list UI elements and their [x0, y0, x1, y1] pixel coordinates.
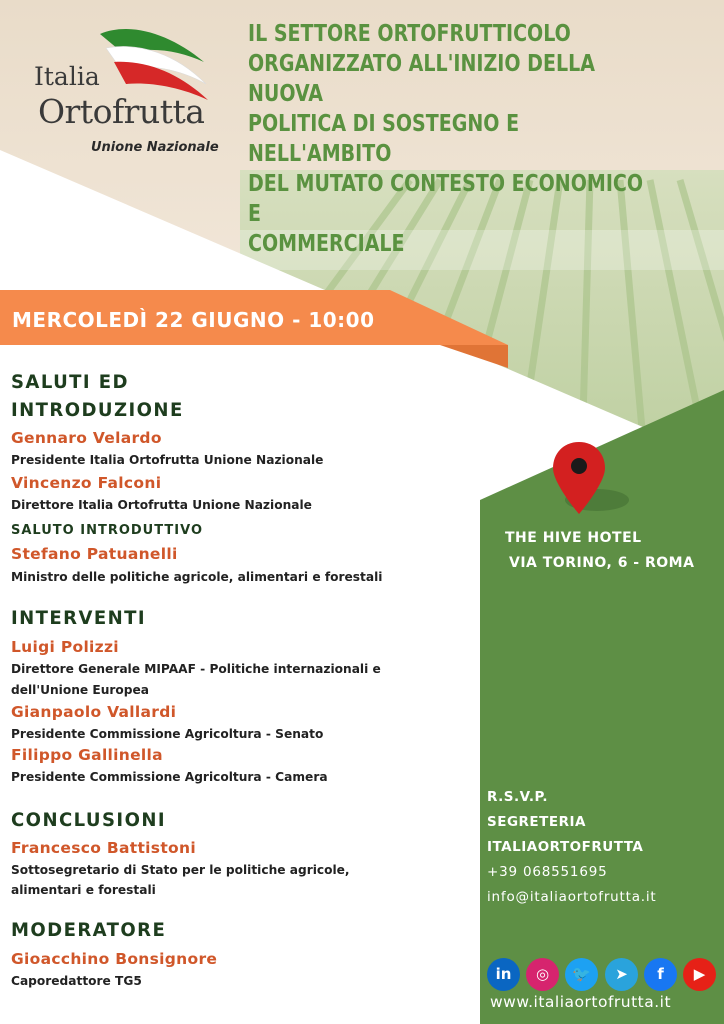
social-icons: [487, 958, 719, 992]
speaker-name-velardo: Gennaro Velardo: [11, 429, 162, 447]
heading-moderatore: MODERATORE: [11, 919, 167, 941]
speaker-role-vallardi: Presidente Commissione Agricoltura - Senato: [11, 727, 324, 741]
subheading-saluto-introduttivo: SALUTO INTRODUTTIVO: [11, 523, 203, 538]
speaker-name-polizzi: Luigi Polizzi: [11, 638, 119, 656]
secretary-line1: SEGRETERIA: [487, 814, 586, 830]
twitter-icon[interactable]: 🐦: [565, 958, 598, 991]
speaker-name-falconi: Vincenzo Falconi: [11, 474, 162, 492]
contact-phone[interactable]: +39 068551695: [487, 864, 608, 880]
facebook-icon[interactable]: f: [644, 958, 677, 991]
speaker-name-gallinella: Filippo Gallinella: [11, 746, 163, 764]
logo-word-italia: Italia: [34, 62, 100, 91]
contact-email[interactable]: info@italiaortofrutta.it: [487, 889, 657, 905]
heading-saluti-line1: SALUTI ED: [11, 371, 129, 393]
website-link[interactable]: www.italiaortofrutta.it: [490, 993, 672, 1011]
speaker-role-bonsignore: Caporedattore TG5: [11, 974, 142, 988]
speaker-name-battistoni: Francesco Battistoni: [11, 839, 196, 857]
linkedin-icon[interactable]: in: [487, 958, 520, 991]
speaker-name-vallardi: Gianpaolo Vallardi: [11, 703, 177, 721]
secretary-line2: ITALIAORTOFRUTTA: [487, 839, 644, 855]
venue-street: VIA TORINO, 6 - ROMA: [509, 555, 695, 571]
speaker-role-falconi: Direttore Italia Ortofrutta Unione Nazionale: [11, 498, 312, 512]
speaker-role-polizzi-line2: dell'Unione Europea: [11, 683, 149, 697]
logo: [28, 24, 234, 162]
event-date: MERCOLEDÌ 22 GIUGNO - 10:00: [12, 308, 375, 332]
youtube-icon[interactable]: ▶: [683, 958, 716, 991]
heading-interventi: INTERVENTI: [11, 607, 147, 629]
speaker-role-battistoni-line1: Sottosegretario di Stato per le politiche agricole,: [11, 863, 350, 877]
speaker-name-patuanelli: Stefano Patuanelli: [11, 545, 178, 563]
heading-conclusioni: CONCLUSIONI: [11, 809, 167, 831]
venue-name: THE HIVE HOTEL: [505, 530, 642, 546]
heading-saluti-line2: INTRODUZIONE: [11, 399, 184, 421]
speaker-role-velardo: Presidente Italia Ortofrutta Unione Nazionale: [11, 453, 324, 467]
venue-address: [505, 526, 694, 576]
telegram-icon[interactable]: ➤: [605, 958, 638, 991]
speaker-role-gallinella: Presidente Commissione Agricoltura - Camera: [11, 770, 328, 784]
speaker-name-bonsignore: Gioacchino Bonsignore: [11, 950, 218, 968]
event-title: IL SETTORE ORTOFRUTTICOLO ORGANIZZATO ALL'INIZIO DELLA NUOVA POLITICA DI SOSTEGNO E NELL'AMBITO DEL MUTATO CONTESTO ECONOMICO E COMMERCIALE: [248, 19, 644, 257]
speaker-role-polizzi-line1: Direttore Generale MIPAAF - Politiche internazionali e: [11, 662, 381, 676]
instagram-icon[interactable]: ◎: [526, 958, 559, 991]
location-pin-icon: [545, 440, 635, 520]
logo-word-ortofrutta: Ortofrutta: [38, 92, 205, 131]
rsvp-label: R.S.V.P.: [487, 789, 549, 805]
speaker-role-patuanelli: Ministro delle politiche agricole, alimentari e forestali: [11, 570, 383, 584]
speaker-role-battistoni-line2: alimentari e forestali: [11, 883, 156, 897]
contact-block: [487, 785, 657, 910]
logo-subtitle: Unione Nazionale: [91, 140, 219, 155]
